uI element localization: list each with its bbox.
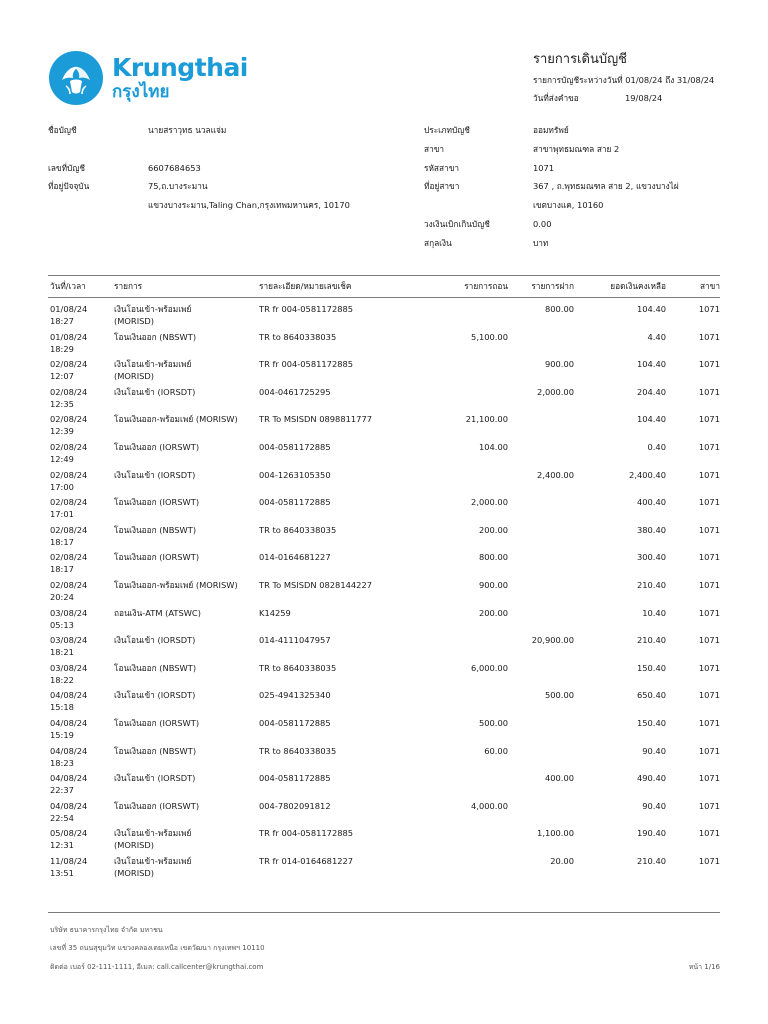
- cell-branch: 1071: [698, 800, 720, 811]
- header-deposit: รายการฝาก: [531, 281, 574, 291]
- cell-withdraw: 200.00: [478, 524, 508, 535]
- cell-branch: 1071: [698, 331, 720, 342]
- cell-transaction: โอนเงินออก (NBSWT): [114, 745, 197, 756]
- cell-balance: 150.40: [636, 662, 666, 673]
- cell-time: 12:31: [50, 840, 74, 851]
- table-header-rule: [48, 297, 720, 298]
- cell-transaction: เงินโอนเข้า (IORSDT): [114, 386, 196, 397]
- cell-date: 02/08/24: [50, 414, 88, 425]
- cell-transaction: เงินโอนเข้า-พร้อมเพย์: [114, 359, 192, 370]
- cell-balance: 210.40: [636, 580, 666, 590]
- cell-time: 12:35: [50, 398, 74, 409]
- statement-title: รายการเดินบัญชี: [533, 52, 627, 67]
- cell-date: 04/08/24: [50, 773, 88, 784]
- cell-date: 03/08/24: [50, 607, 88, 618]
- cell-date: 01/08/24: [50, 304, 88, 314]
- cell-branch: 1071: [698, 386, 720, 397]
- cell-balance: 150.40: [636, 718, 666, 728]
- cell-branch: 1071: [698, 469, 720, 480]
- cell-date: 02/08/24: [50, 386, 88, 397]
- cell-time: 05:13: [50, 619, 74, 630]
- cell-detail: TR fr 004-0581172885: [259, 828, 354, 839]
- cell-time: 12:39: [50, 426, 74, 437]
- cell-transaction: โอนเงินออก (NBSWT): [114, 524, 197, 535]
- footer-contact: ติดต่อ เบอร์ 02-111-1111, อีเมล: call.callcenter@krungthai.com: [50, 963, 264, 971]
- cell-branch: 1071: [698, 773, 720, 784]
- cell-transaction-code: (MORISD): [114, 316, 155, 326]
- cell-branch: 1071: [698, 552, 720, 563]
- account-type: ออมทรัพย์: [533, 125, 569, 135]
- bank-logo: [48, 50, 248, 106]
- cell-detail: TR to 8640338035: [259, 662, 337, 673]
- cell-detail: 004-0581172885: [259, 773, 331, 784]
- cell-balance: 90.40: [642, 800, 666, 811]
- cell-deposit: 1,100.00: [537, 828, 574, 839]
- cell-balance: 400.40: [636, 497, 666, 508]
- cell-branch: 1071: [698, 524, 720, 535]
- account-name-label: ชื่อบัญชี: [48, 125, 77, 135]
- cell-deposit: 2,400.00: [537, 469, 574, 480]
- cell-time: 15:18: [50, 702, 74, 713]
- cell-transaction: โอนเงินออก-พร้อมเพย์ (MORISW): [114, 580, 238, 590]
- cell-balance: 10.40: [642, 607, 666, 618]
- cell-branch: 1071: [698, 442, 720, 452]
- cell-time: 18:21: [50, 647, 74, 658]
- cell-withdraw: 200.00: [478, 607, 508, 618]
- cell-time: 15:19: [50, 730, 74, 740]
- cell-branch: 1071: [698, 304, 720, 314]
- cell-detail: 004-0461725295: [259, 386, 331, 397]
- request-date-label: วันที่ส่งคำขอ: [533, 93, 579, 103]
- cell-detail: TR To MSISDN 0828144227: [259, 580, 372, 590]
- cell-transaction: เงินโอนเข้า-พร้อมเพย์: [114, 856, 192, 866]
- request-date-row: [533, 93, 743, 104]
- cell-transaction: เงินโอนเข้า (IORSDT): [114, 773, 196, 784]
- cell-detail: K14259: [259, 607, 291, 618]
- cell-time: 18:22: [50, 674, 74, 685]
- address-label: ที่อยู่ปัจจุบัน: [48, 181, 90, 191]
- overdraft-label: วงเงินเบิกเกินบัญชี: [424, 219, 490, 229]
- cell-date: 02/08/24: [50, 359, 88, 370]
- cell-transaction: โอนเงินออก-พร้อมเพย์ (MORISW): [114, 414, 238, 425]
- cell-transaction: เงินโอนเข้า-พร้อมเพย์: [114, 304, 192, 314]
- statement-header: [533, 50, 743, 104]
- cell-withdraw: 5,100.00: [471, 331, 508, 342]
- cell-time: 20:24: [50, 592, 74, 602]
- statement-period: [533, 75, 743, 86]
- cell-deposit: 500.00: [544, 690, 574, 701]
- cell-date: 02/08/24: [50, 469, 88, 480]
- cell-deposit: 20,900.00: [531, 635, 574, 646]
- cell-balance: 104.40: [636, 414, 666, 425]
- cell-date: 03/08/24: [50, 635, 88, 646]
- krungthai-bird-icon: [48, 50, 104, 106]
- cell-detail: 004-0581172885: [259, 442, 331, 452]
- cell-time: 18:29: [50, 343, 74, 354]
- cell-balance: 210.40: [636, 635, 666, 646]
- cell-detail: TR to 8640338035: [259, 331, 337, 342]
- currency-label: สกุลเงิน: [424, 238, 452, 248]
- cell-time: 12:49: [50, 454, 74, 464]
- cell-branch: 1071: [698, 856, 720, 866]
- cell-branch: 1071: [698, 497, 720, 508]
- footer-address: เลขที่ 35 ถนนสุขุมวิท แขวงคลองเตยเหนือ เขตวัฒนา กรุงเทพฯ 10110: [50, 944, 265, 952]
- branch-address-line-2: เขตบางแค, 10160: [533, 200, 604, 210]
- cell-transaction: โอนเงินออก (NBSWT): [114, 331, 197, 342]
- cell-deposit: 2,000.00: [537, 386, 574, 397]
- cell-transaction: โอนเงินออก (IORSWT): [114, 497, 200, 508]
- cell-detail: 004-1263105350: [259, 469, 331, 480]
- footer-rule: [48, 912, 720, 913]
- cell-transaction: โอนเงินออก (NBSWT): [114, 662, 197, 673]
- header-withdraw: รายการถอน: [464, 281, 508, 291]
- cell-withdraw: 21,100.00: [465, 414, 508, 425]
- account-number: 6607684653: [148, 163, 201, 173]
- table-top-rule: [48, 275, 720, 276]
- cell-withdraw: 900.00: [478, 580, 508, 590]
- cell-detail: 004-7802091812: [259, 800, 331, 811]
- cell-date: 04/08/24: [50, 718, 88, 728]
- cell-balance: 104.40: [636, 304, 666, 314]
- cell-date: 01/08/24: [50, 331, 88, 342]
- cell-deposit: 20.00: [550, 856, 574, 866]
- footer-company: บริษัท ธนาคารกรุงไทย จำกัด มหาชน: [50, 926, 163, 934]
- address-line-2: แขวงบางระมาน,Taling Chan,กรุงเทพมหานคร, 10170: [148, 200, 350, 210]
- cell-transaction: เงินโอนเข้า (IORSDT): [114, 469, 196, 480]
- cell-deposit: 800.00: [544, 304, 574, 314]
- header-datetime: วันที่/เวลา: [50, 281, 86, 291]
- cell-balance: 0.40: [647, 442, 666, 452]
- header-balance: ยอดเงินคงเหลือ: [610, 281, 666, 291]
- cell-transaction: โอนเงินออก (IORSWT): [114, 552, 200, 563]
- cell-deposit: 900.00: [544, 359, 574, 370]
- cell-transaction: โอนเงินออก (IORSWT): [114, 718, 200, 728]
- cell-balance: 190.40: [636, 828, 666, 839]
- currency-value: บาท: [533, 238, 549, 248]
- account-type-label: ประเภทบัญชี: [424, 125, 470, 135]
- cell-time: 17:00: [50, 481, 74, 492]
- cell-withdraw: 2,000.00: [471, 497, 508, 508]
- cell-balance: 300.40: [636, 552, 666, 563]
- cell-time: 18:17: [50, 536, 74, 547]
- cell-detail: TR to 8640338035: [259, 524, 337, 535]
- cell-detail: TR fr 004-0581172885: [259, 304, 354, 314]
- overdraft-value: 0.00: [533, 219, 552, 229]
- cell-date: 04/08/24: [50, 690, 88, 701]
- cell-time: 12:07: [50, 371, 74, 382]
- branch-name: สาขาพุทธมณฑล สาย 2: [533, 144, 620, 154]
- cell-branch: 1071: [698, 828, 720, 839]
- account-name: นายสราวุทธ นวลแจ่ม: [148, 125, 227, 135]
- branch-label: สาขา: [424, 144, 445, 154]
- cell-branch: 1071: [698, 635, 720, 646]
- cell-balance: 210.40: [636, 856, 666, 866]
- branch-code: 1071: [533, 163, 555, 173]
- period-from: 01/08/24: [625, 75, 663, 85]
- cell-balance: 650.40: [636, 690, 666, 701]
- cell-branch: 1071: [698, 662, 720, 673]
- cell-branch: 1071: [698, 745, 720, 756]
- period-label: รายการบัญชีระหว่างวันที่: [533, 75, 623, 85]
- cell-balance: 204.40: [636, 386, 666, 397]
- cell-withdraw: 4,000.00: [471, 800, 508, 811]
- cell-transaction-code: (MORISD): [114, 371, 155, 382]
- cell-detail: TR fr 014-0164681227: [259, 856, 354, 866]
- header-detail: รายละเอียด/หมายเลขเช็ค: [259, 281, 352, 291]
- request-date: 19/08/24: [625, 93, 663, 103]
- cell-branch: 1071: [698, 359, 720, 370]
- branch-address-label: ที่อยู่สาขา: [424, 181, 460, 191]
- header-transaction: รายการ: [114, 281, 143, 291]
- cell-date: 02/08/24: [50, 442, 88, 452]
- cell-transaction: โอนเงินออก (IORSWT): [114, 442, 200, 452]
- cell-branch: 1071: [698, 580, 720, 590]
- cell-date: 02/08/24: [50, 552, 88, 563]
- cell-detail: TR To MSISDN 0898811777: [259, 414, 372, 425]
- cell-detail: TR fr 004-0581172885: [259, 359, 354, 370]
- cell-transaction: โอนเงินออก (IORSWT): [114, 800, 200, 811]
- cell-withdraw: 104.00: [478, 442, 508, 452]
- period-to-label: ถึง: [665, 75, 675, 85]
- cell-deposit: 400.00: [544, 773, 574, 784]
- cell-branch: 1071: [698, 414, 720, 425]
- cell-date: 04/08/24: [50, 745, 88, 756]
- page-number: หน้า 1/16: [688, 963, 720, 971]
- cell-detail: 014-0164681227: [259, 552, 331, 563]
- cell-transaction-code: (MORISD): [114, 840, 155, 851]
- cell-date: 03/08/24: [50, 662, 88, 673]
- cell-transaction-code: (MORISD): [114, 868, 155, 878]
- cell-balance: 2,400.40: [629, 469, 666, 480]
- cell-transaction: เงินโอนเข้า (IORSDT): [114, 635, 196, 646]
- brand-name-th: กรุงไทย: [112, 82, 170, 102]
- cell-withdraw: 800.00: [478, 552, 508, 563]
- cell-withdraw: 500.00: [478, 718, 508, 728]
- cell-balance: 380.40: [636, 524, 666, 535]
- cell-withdraw: 6,000.00: [471, 662, 508, 673]
- cell-time: 22:37: [50, 785, 74, 796]
- cell-transaction: ถอนเงิน-ATM (ATSWC): [114, 607, 201, 618]
- cell-detail: 004-0581172885: [259, 718, 331, 728]
- address-line-1: 75,ถ.บางระมาน: [148, 181, 208, 191]
- cell-branch: 1071: [698, 718, 720, 728]
- brand-name-en: Krungthai: [112, 53, 248, 82]
- cell-date: 02/08/24: [50, 497, 88, 508]
- period-to: 31/08/24: [676, 75, 715, 85]
- cell-balance: 104.40: [636, 359, 666, 370]
- cell-date: 05/08/24: [50, 828, 88, 839]
- cell-branch: 1071: [698, 607, 720, 618]
- cell-time: 18:17: [50, 564, 74, 575]
- cell-date: 04/08/24: [50, 800, 88, 811]
- header-branch: สาขา: [699, 281, 720, 291]
- cell-date: 02/08/24: [50, 580, 88, 590]
- cell-withdraw: 60.00: [484, 745, 508, 756]
- account-number-label: เลขที่บัญชี: [48, 163, 86, 173]
- cell-transaction: เงินโอนเข้า (IORSDT): [114, 690, 196, 701]
- cell-time: 13:51: [50, 868, 74, 878]
- cell-detail: 004-0581172885: [259, 497, 331, 508]
- branch-address-line-1: 367 , ถ.พุทธมณฑล สาย 2, แขวงบางไผ่: [533, 181, 679, 191]
- cell-transaction: เงินโอนเข้า-พร้อมเพย์: [114, 828, 192, 839]
- cell-balance: 490.40: [636, 773, 666, 784]
- cell-balance: 4.40: [647, 331, 666, 342]
- cell-detail: 014-4111047957: [259, 635, 331, 646]
- cell-detail: TR to 8640338035: [259, 745, 337, 756]
- cell-date: 02/08/24: [50, 524, 88, 535]
- cell-balance: 90.40: [642, 745, 666, 756]
- branch-code-label: รหัสสาขา: [424, 163, 460, 173]
- cell-time: 22:54: [50, 812, 74, 823]
- cell-branch: 1071: [698, 690, 720, 701]
- cell-time: 17:01: [50, 509, 74, 520]
- cell-time: 18:27: [50, 316, 74, 326]
- cell-detail: 025-4941325340: [259, 690, 331, 701]
- cell-date: 11/08/24: [50, 856, 88, 866]
- cell-time: 18:23: [50, 757, 74, 768]
